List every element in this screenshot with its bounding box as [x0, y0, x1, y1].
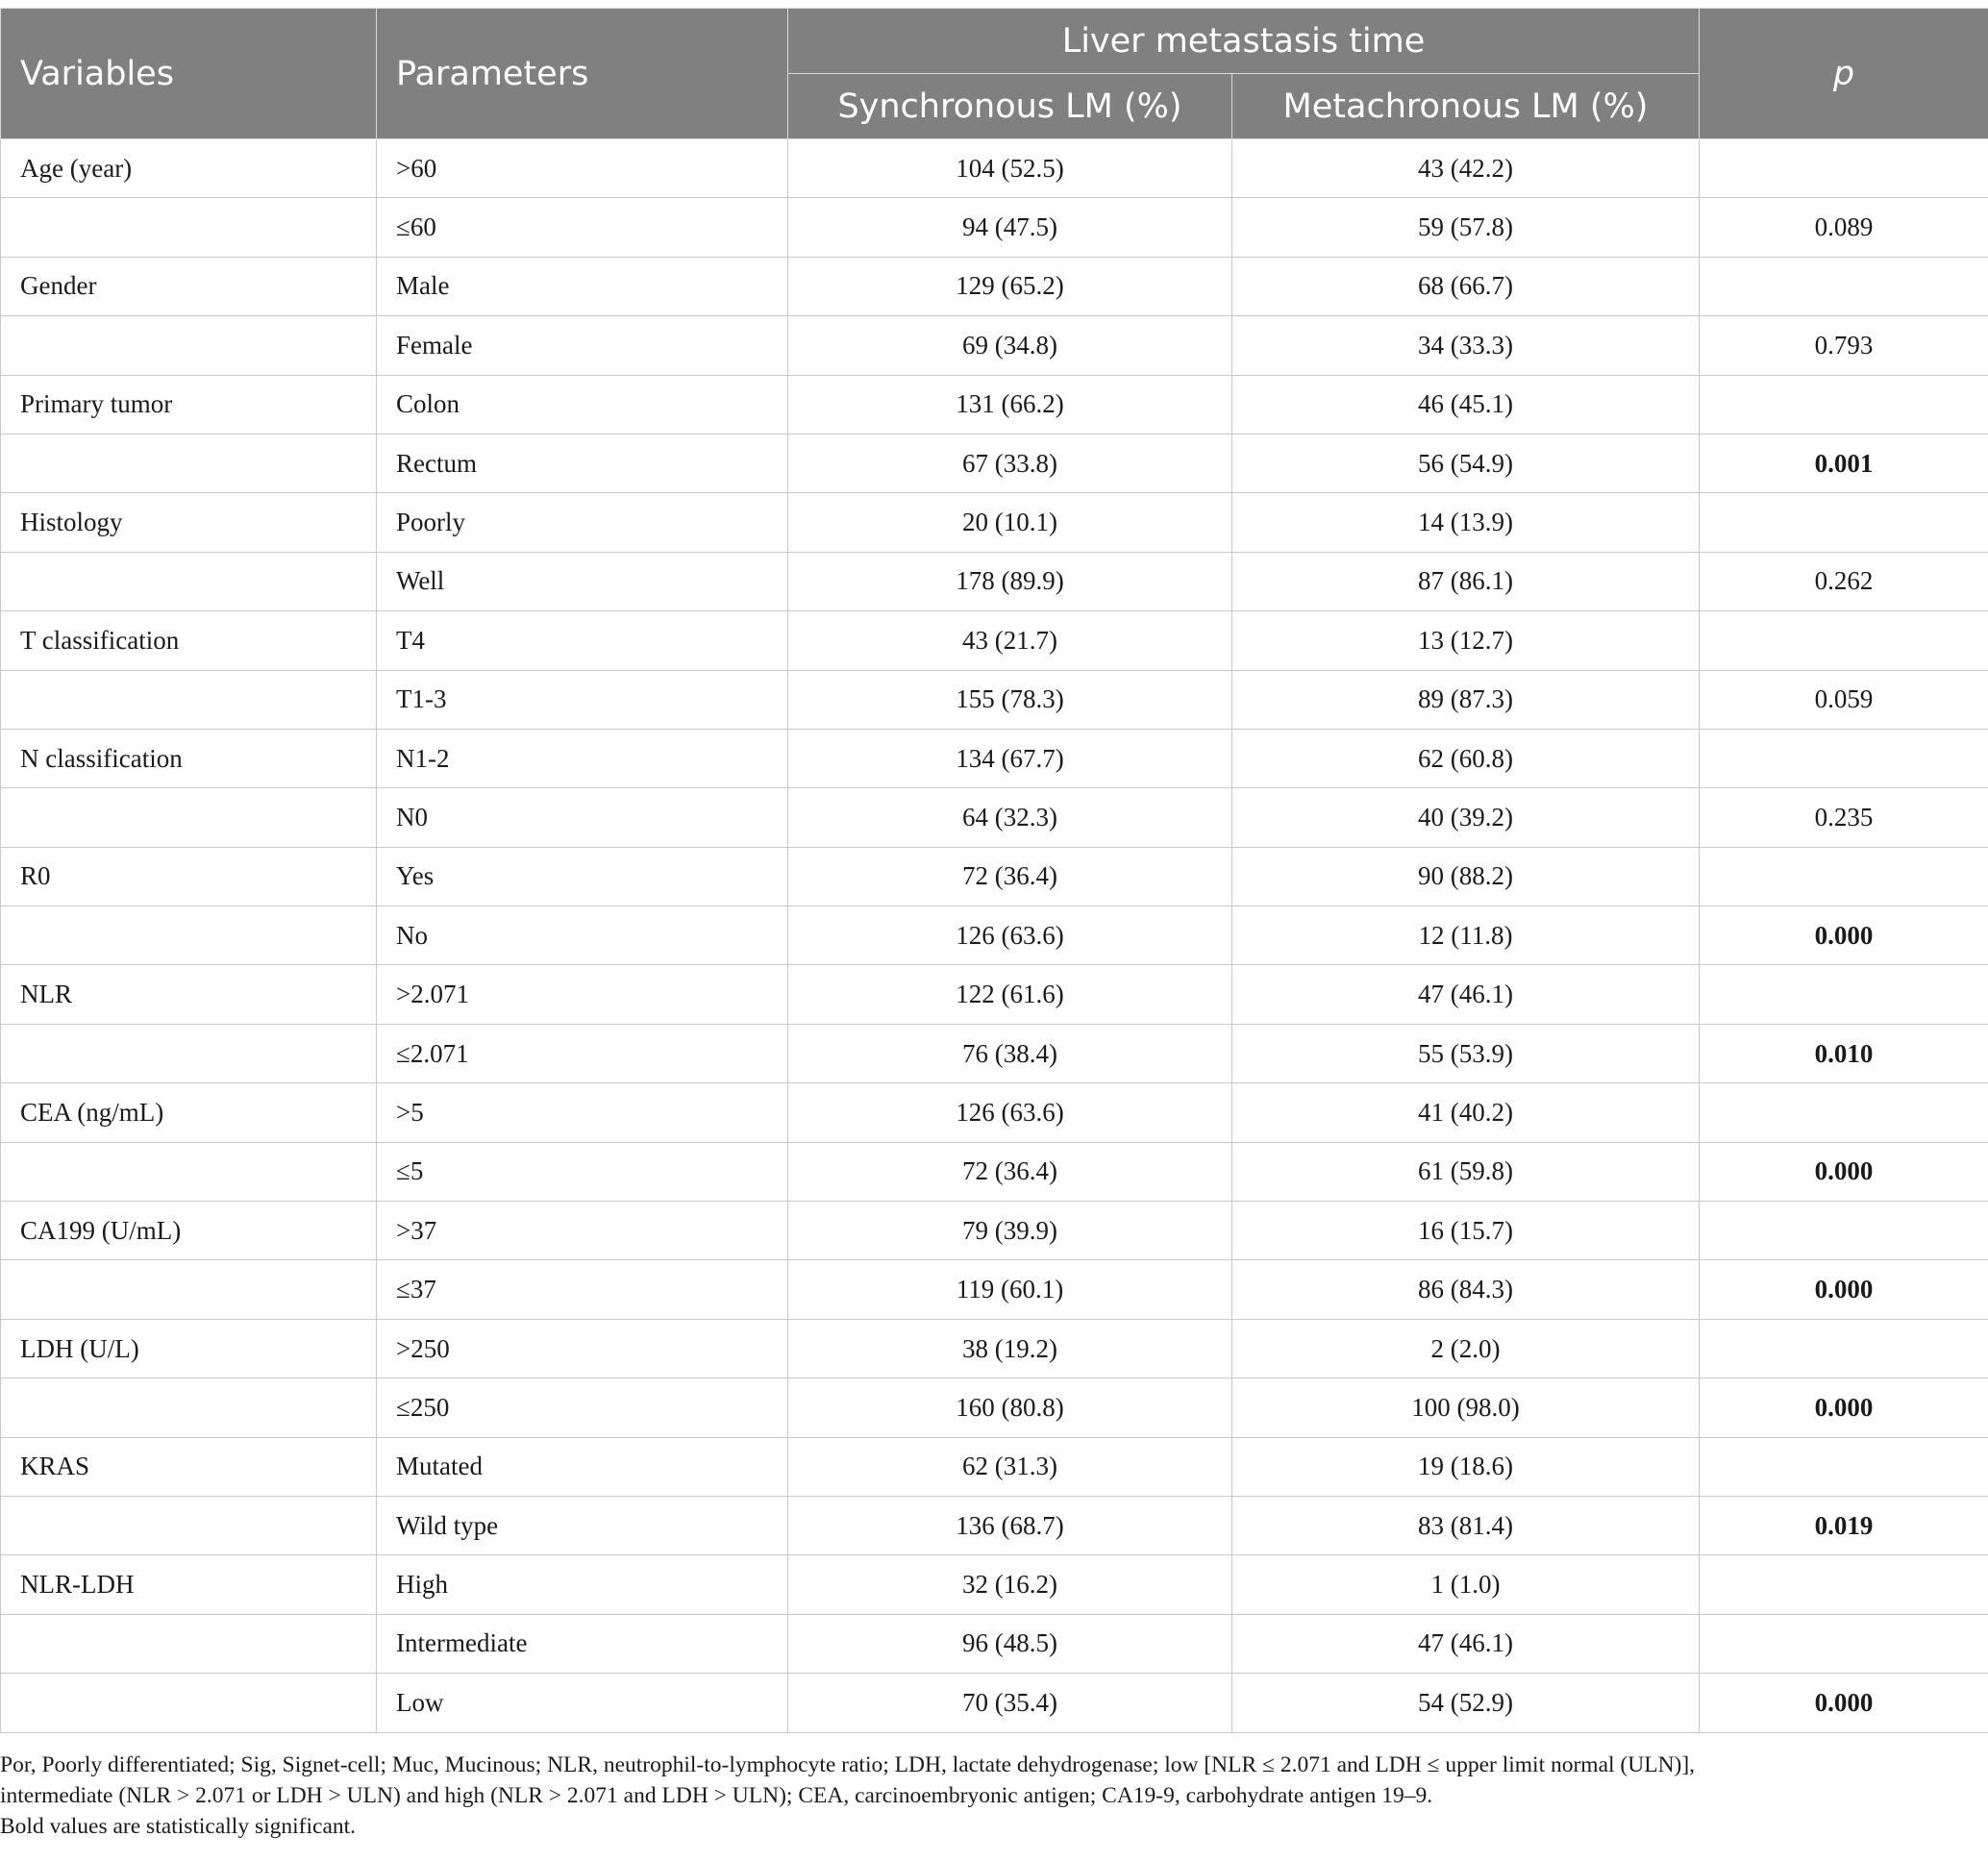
table-row: [1, 1437, 1988, 1496]
synchronous-cell: 79 (39.9): [788, 1202, 1232, 1260]
header-p-value: p: [1700, 9, 1988, 139]
parameter-cell: Female: [377, 316, 788, 375]
parameter-cell: >2.071: [377, 965, 788, 1024]
synchronous-cell: 32 (16.2): [788, 1555, 1232, 1614]
table-row: [1, 1083, 1988, 1142]
data-table-container: [0, 8, 1988, 1733]
variable-cell: CEA (ng/mL): [1, 1083, 377, 1142]
p-value-cell: 0.000: [1700, 1260, 1988, 1319]
parameter-cell: Wild type: [377, 1496, 788, 1554]
parameter-cell: ≤2.071: [377, 1024, 788, 1082]
synchronous-cell: 129 (65.2): [788, 257, 1232, 315]
synchronous-cell: 160 (80.8): [788, 1378, 1232, 1437]
parameter-cell: ≤37: [377, 1260, 788, 1319]
metachronous-cell: 12 (11.8): [1232, 906, 1700, 965]
table-footnote: [0, 1750, 1980, 1842]
variable-cell: [1, 198, 377, 257]
p-value-cell: 0.793: [1700, 316, 1988, 375]
variable-cell: LDH (U/L): [1, 1319, 377, 1378]
p-value-cell: 0.000: [1700, 1674, 1988, 1732]
metachronous-cell: 55 (53.9): [1232, 1024, 1700, 1082]
metachronous-cell: 61 (59.8): [1232, 1142, 1700, 1201]
p-value-cell: [1700, 1437, 1988, 1496]
synchronous-cell: 72 (36.4): [788, 847, 1232, 906]
metachronous-cell: 54 (52.9): [1232, 1674, 1700, 1732]
p-value-cell: [1700, 139, 1988, 198]
variable-cell: [1, 1496, 377, 1554]
parameter-cell: High: [377, 1555, 788, 1614]
variable-cell: [1, 1260, 377, 1319]
p-value-cell: [1700, 1202, 1988, 1260]
variable-cell: [1, 1614, 377, 1673]
header-parameters: Parameters: [377, 9, 788, 139]
table-row: [1, 552, 1988, 610]
p-value-cell: 0.235: [1700, 788, 1988, 847]
table-row: [1, 1260, 1988, 1319]
synchronous-cell: 134 (67.7): [788, 729, 1232, 787]
table-row: [1, 139, 1988, 198]
table-row: [1, 493, 1988, 552]
variable-cell: [1, 788, 377, 847]
parameter-cell: Yes: [377, 847, 788, 906]
variable-cell: Age (year): [1, 139, 377, 198]
header-synchronous: Synchronous LM (%): [788, 74, 1232, 139]
synchronous-cell: 126 (63.6): [788, 906, 1232, 965]
table-row: [1, 1555, 1988, 1614]
metachronous-cell: 16 (15.7): [1232, 1202, 1700, 1260]
table-header: [1, 9, 1988, 139]
p-value-cell: [1700, 729, 1988, 787]
table-row: [1, 906, 1988, 965]
variable-cell: [1, 552, 377, 610]
metachronous-cell: 100 (98.0): [1232, 1378, 1700, 1437]
table-row: [1, 1674, 1988, 1732]
synchronous-cell: 122 (61.6): [788, 965, 1232, 1024]
metachronous-cell: 47 (46.1): [1232, 1614, 1700, 1673]
p-value-cell: [1700, 375, 1988, 434]
table-row: [1, 788, 1988, 847]
p-value-cell: [1700, 1319, 1988, 1378]
variable-cell: Histology: [1, 493, 377, 552]
p-value-cell: 0.019: [1700, 1496, 1988, 1554]
header-liver-metastasis-time: Liver metastasis time: [788, 9, 1700, 74]
variable-cell: [1, 1674, 377, 1732]
parameter-cell: No: [377, 906, 788, 965]
parameter-cell: N1-2: [377, 729, 788, 787]
header-metachronous: Metachronous LM (%): [1232, 74, 1700, 139]
variable-cell: [1, 434, 377, 492]
variable-cell: [1, 906, 377, 965]
metachronous-cell: 47 (46.1): [1232, 965, 1700, 1024]
p-value-cell: 0.059: [1700, 670, 1988, 729]
synchronous-cell: 72 (36.4): [788, 1142, 1232, 1201]
metachronous-cell: 40 (39.2): [1232, 788, 1700, 847]
p-value-cell: 0.000: [1700, 1142, 1988, 1201]
synchronous-cell: 43 (21.7): [788, 611, 1232, 670]
metachronous-cell: 89 (87.3): [1232, 670, 1700, 729]
metachronous-cell: 62 (60.8): [1232, 729, 1700, 787]
p-value-cell: 0.089: [1700, 198, 1988, 257]
synchronous-cell: 20 (10.1): [788, 493, 1232, 552]
header-variables: Variables: [1, 9, 377, 139]
synchronous-cell: 67 (33.8): [788, 434, 1232, 492]
p-value-cell: [1700, 493, 1988, 552]
metachronous-cell: 19 (18.6): [1232, 1437, 1700, 1496]
variable-cell: R0: [1, 847, 377, 906]
p-value-cell: 0.001: [1700, 434, 1988, 492]
table-row: [1, 965, 1988, 1024]
parameter-cell: Intermediate: [377, 1614, 788, 1673]
liver-metastasis-table: [0, 8, 1988, 1733]
synchronous-cell: 136 (68.7): [788, 1496, 1232, 1554]
parameter-cell: Male: [377, 257, 788, 315]
p-value-cell: 0.000: [1700, 906, 1988, 965]
variable-cell: N classification: [1, 729, 377, 787]
metachronous-cell: 86 (84.3): [1232, 1260, 1700, 1319]
metachronous-cell: 90 (88.2): [1232, 847, 1700, 906]
table-row: [1, 847, 1988, 906]
synchronous-cell: 178 (89.9): [788, 552, 1232, 610]
parameter-cell: ≤5: [377, 1142, 788, 1201]
synchronous-cell: 119 (60.1): [788, 1260, 1232, 1319]
metachronous-cell: 68 (66.7): [1232, 257, 1700, 315]
synchronous-cell: 69 (34.8): [788, 316, 1232, 375]
variable-cell: [1, 670, 377, 729]
footnote-line: Por, Poorly differentiated; Sig, Signet-cell; Muc, Mucinous; NLR, neutrophil-to-lymphocyte ratio; LDH, lactate dehydrogenase; low [NLR ≤ 2.071 and LDH ≤ upper limit normal (ULN)],: [0, 1752, 1696, 1777]
metachronous-cell: 14 (13.9): [1232, 493, 1700, 552]
parameter-cell: Colon: [377, 375, 788, 434]
p-value-cell: 0.262: [1700, 552, 1988, 610]
table-body: [1, 139, 1988, 1733]
parameter-cell: Low: [377, 1674, 788, 1732]
metachronous-cell: 13 (12.7): [1232, 611, 1700, 670]
table-row: [1, 1024, 1988, 1082]
table-row: [1, 1142, 1988, 1201]
variable-cell: [1, 1378, 377, 1437]
p-value-cell: [1700, 1083, 1988, 1142]
table-row: [1, 1496, 1988, 1554]
parameter-cell: Poorly: [377, 493, 788, 552]
variable-cell: NLR-LDH: [1, 1555, 377, 1614]
parameter-cell: Mutated: [377, 1437, 788, 1496]
variable-cell: CA199 (U/mL): [1, 1202, 377, 1260]
variable-cell: T classification: [1, 611, 377, 670]
variable-cell: [1, 316, 377, 375]
parameter-cell: Well: [377, 552, 788, 610]
table-row: [1, 198, 1988, 257]
variable-cell: NLR: [1, 965, 377, 1024]
parameter-cell: >5: [377, 1083, 788, 1142]
p-value-cell: [1700, 1555, 1988, 1614]
metachronous-cell: 1 (1.0): [1232, 1555, 1700, 1614]
p-value-cell: [1700, 965, 1988, 1024]
metachronous-cell: 87 (86.1): [1232, 552, 1700, 610]
metachronous-cell: 34 (33.3): [1232, 316, 1700, 375]
parameter-cell: >37: [377, 1202, 788, 1260]
synchronous-cell: 104 (52.5): [788, 139, 1232, 198]
table-row: [1, 375, 1988, 434]
synchronous-cell: 131 (66.2): [788, 375, 1232, 434]
metachronous-cell: 59 (57.8): [1232, 198, 1700, 257]
variable-cell: Gender: [1, 257, 377, 315]
synchronous-cell: 96 (48.5): [788, 1614, 1232, 1673]
footnote-line: intermediate (NLR > 2.071 or LDH > ULN) and high (NLR > 2.071 and LDH > ULN); CEA, carcinoembryonic antigen; CA19-9, carbohydrate antigen 19–9.: [0, 1783, 1433, 1808]
metachronous-cell: 83 (81.4): [1232, 1496, 1700, 1554]
table-row: [1, 434, 1988, 492]
synchronous-cell: 126 (63.6): [788, 1083, 1232, 1142]
synchronous-cell: 155 (78.3): [788, 670, 1232, 729]
table-row: [1, 257, 1988, 315]
parameter-cell: ≤250: [377, 1378, 788, 1437]
synchronous-cell: 70 (35.4): [788, 1674, 1232, 1732]
synchronous-cell: 62 (31.3): [788, 1437, 1232, 1496]
p-value-cell: [1700, 847, 1988, 906]
variable-cell: Primary tumor: [1, 375, 377, 434]
metachronous-cell: 43 (42.2): [1232, 139, 1700, 198]
p-value-cell: [1700, 611, 1988, 670]
table-row: [1, 611, 1988, 670]
synchronous-cell: 94 (47.5): [788, 198, 1232, 257]
parameter-cell: T4: [377, 611, 788, 670]
table-row: [1, 729, 1988, 787]
table-row: [1, 1614, 1988, 1673]
footnote-bold-note: Bold values are statistically significant.: [0, 1814, 357, 1839]
parameter-cell: T1-3: [377, 670, 788, 729]
table-row: [1, 1202, 1988, 1260]
table-row: [1, 670, 1988, 729]
p-value-cell: 0.000: [1700, 1378, 1988, 1437]
variable-cell: [1, 1142, 377, 1201]
p-value-cell: [1700, 257, 1988, 315]
synchronous-cell: 64 (32.3): [788, 788, 1232, 847]
table-row: [1, 1378, 1988, 1437]
variable-cell: [1, 1024, 377, 1082]
p-value-cell: [1700, 1614, 1988, 1673]
table-row: [1, 1319, 1988, 1378]
metachronous-cell: 46 (45.1): [1232, 375, 1700, 434]
synchronous-cell: 38 (19.2): [788, 1319, 1232, 1378]
parameter-cell: Rectum: [377, 434, 788, 492]
parameter-cell: >60: [377, 139, 788, 198]
metachronous-cell: 41 (40.2): [1232, 1083, 1700, 1142]
metachronous-cell: 2 (2.0): [1232, 1319, 1700, 1378]
synchronous-cell: 76 (38.4): [788, 1024, 1232, 1082]
table-row: [1, 316, 1988, 375]
metachronous-cell: 56 (54.9): [1232, 434, 1700, 492]
p-value-cell: 0.010: [1700, 1024, 1988, 1082]
parameter-cell: ≤60: [377, 198, 788, 257]
parameter-cell: >250: [377, 1319, 788, 1378]
variable-cell: KRAS: [1, 1437, 377, 1496]
parameter-cell: N0: [377, 788, 788, 847]
